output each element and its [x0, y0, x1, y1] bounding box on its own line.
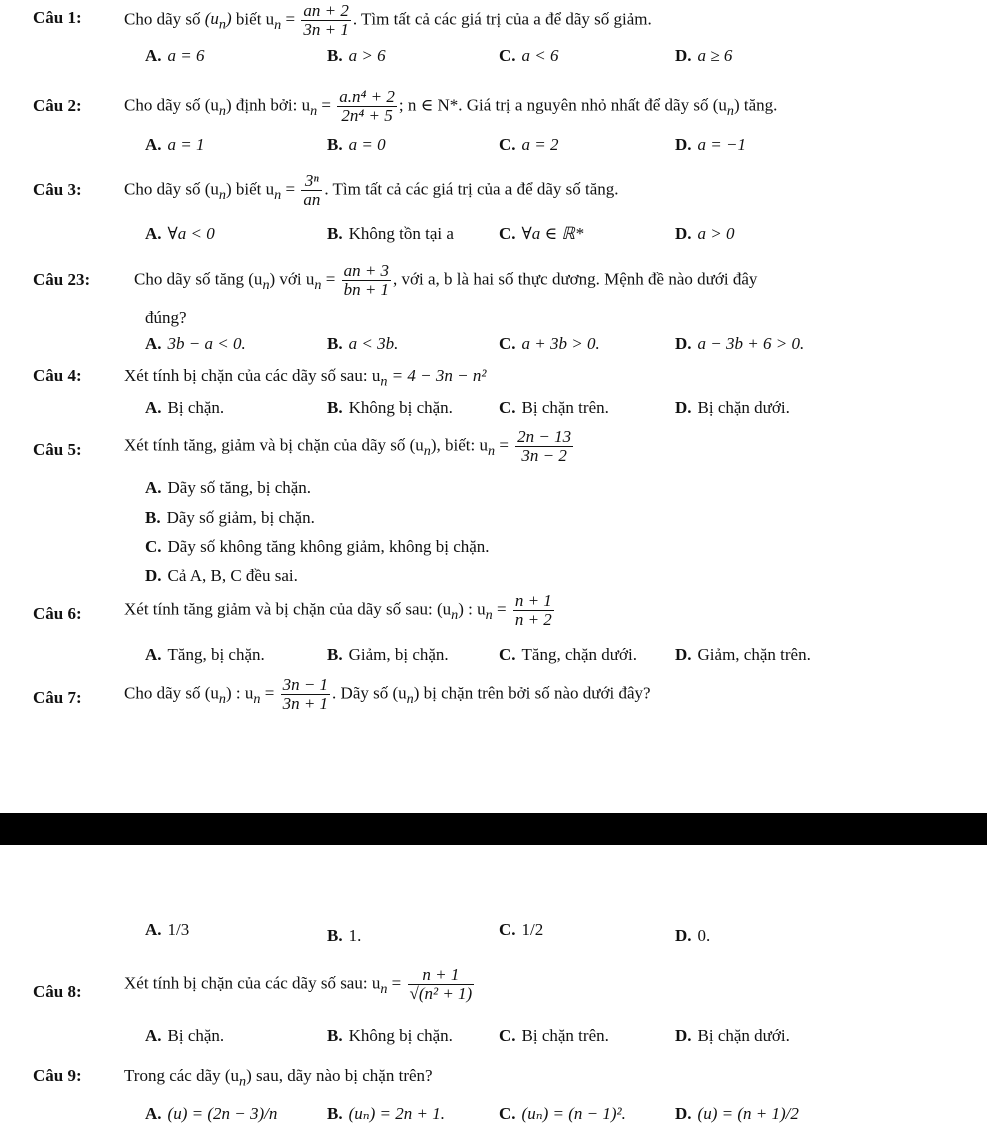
question-stem: Xét tính bị chặn của các dãy số sau: $u_n = 4 - 3n - n^2$	[124, 366, 487, 390]
option-d[interactable]: D. Cả A, B, C đều sai.	[145, 566, 298, 585]
option-b[interactable]: B. a > 6	[327, 46, 386, 65]
option-b[interactable]: B. (uₙ) = 2n + 1.	[327, 1104, 445, 1123]
question-stem: Cho dãy số $(u_n)$ : $u_n$ = $\frac{3n - 1}{3n + 1}$ . Dãy số $(u_n)$ bị chặn trên bởi số nào dưới đây?	[124, 675, 651, 713]
question-number: Câu 2:	[33, 96, 82, 115]
option-b[interactable]: B. Dãy số giảm, bị chặn.	[145, 508, 315, 527]
option-a[interactable]: A. a = 6	[145, 46, 205, 65]
option-c[interactable]: C. (uₙ) = (n − 1)².	[499, 1104, 626, 1123]
option-a[interactable]: A. Dãy số tăng, bị chặn.	[145, 478, 312, 497]
option-d[interactable]: D. 0.	[675, 926, 711, 945]
question-stem: Cho dãy số $(u_n)$ định bởi: $u_n$ = $\frac{\text{a.n⁴ + 2}}{\text{2n⁴ + 5}}$ ; n ∈ N*. Giá trị a nguyên nhỏ nhất để dãy số $(u_n)$ tăng.	[124, 87, 778, 125]
question-stem: Cho dãy số $(u_n)$ biết $u_n$ = $\frac{\text{3ⁿ}}{an}$ . Tìm tất cả các giá trị của a để dãy số tăng.	[124, 171, 619, 209]
question-stem: Xét tính tăng, giảm và bị chặn của dãy số $(u_n)$, biết: $u_n$ = $\frac{2n - 13}{3n - 2}$	[124, 427, 572, 465]
option-d[interactable]: D. Bị chặn dưới.	[675, 398, 790, 417]
option-a[interactable]: A. 1/3	[145, 920, 190, 939]
option-d[interactable]: D. a = −1	[675, 135, 746, 154]
question-number: Câu 9:	[33, 1066, 82, 1085]
question-number: Câu 6:	[33, 604, 82, 623]
option-b[interactable]: B. Giảm, bị chặn.	[327, 645, 449, 664]
option-d[interactable]: D. a − 3b + 6 > 0.	[675, 334, 805, 353]
question-number: Câu 1:	[33, 8, 82, 27]
scan-artifact-band	[0, 813, 987, 845]
question-number: Câu 7:	[33, 688, 82, 707]
option-d[interactable]: D. (u) = (n + 1)/2	[675, 1104, 799, 1123]
option-b[interactable]: B. Không bị chặn.	[327, 398, 453, 417]
option-a[interactable]: A. (u) = (2n − 3)/n	[145, 1104, 278, 1123]
option-b[interactable]: B. Không tồn tại a	[327, 224, 454, 243]
question-stem: Cho dãy số tăng $(u_n)$ với $u_n$ = $\frac{an + 3}{bn + 1}$ , với a, b là hai số thực dương. Mệnh đề nào dưới đây	[134, 261, 758, 299]
option-a[interactable]: A. Bị chặn.	[145, 1026, 225, 1045]
question-number: Câu 23:	[33, 270, 91, 289]
option-a[interactable]: A. Tăng, bị chặn.	[145, 645, 265, 664]
question-number: Câu 4:	[33, 366, 82, 385]
option-b[interactable]: B. a = 0	[327, 135, 386, 154]
option-c[interactable]: C. a = 2	[499, 135, 559, 154]
question-stem: Xét tính bị chặn của các dãy số sau: $u_n$ = $\frac{n + 1}{\text{√(n² + 1)}}$	[124, 965, 473, 1003]
option-c[interactable]: C. ∀a ∈ ℝ*	[499, 224, 584, 243]
option-b[interactable]: B. Không bị chặn.	[327, 1026, 453, 1045]
option-d[interactable]: D. Bị chặn dưới.	[675, 1026, 790, 1045]
option-c[interactable]: C. 1/2	[499, 920, 544, 939]
option-c[interactable]: C. Dãy số không tăng không giảm, không bị chặn.	[145, 537, 490, 556]
option-c[interactable]: C. a + 3b > 0.	[499, 334, 600, 353]
question-number: Câu 5:	[33, 440, 82, 459]
question-stem-cont: đúng?	[145, 308, 187, 327]
option-a[interactable]: A. Bị chặn.	[145, 398, 225, 417]
option-b[interactable]: B. 1.	[327, 926, 362, 945]
option-a[interactable]: A. a = 1	[145, 135, 205, 154]
question-stem: Xét tính tăng giảm và bị chặn của dãy số sau: $(u_n)$ : $u_n$ = $\frac{n + 1}{n + 2}$	[124, 591, 552, 629]
option-d[interactable]: D. a > 0	[675, 224, 735, 243]
option-c[interactable]: C. Bị chặn trên.	[499, 1026, 609, 1045]
option-d[interactable]: D. a ≥ 6	[675, 46, 733, 65]
option-d[interactable]: D. Giảm, chặn trên.	[675, 645, 811, 664]
option-a[interactable]: A. 3b − a < 0.	[145, 334, 246, 353]
question-stem: Trong các dãy $(u_n)$ sau, dãy nào bị chặn trên?	[124, 1066, 433, 1090]
question-stem: Cho dãy số $(u_n)$ biết $u_n$ = $\frac{an + 2}{3n + 1}$ . Tìm tất cả các giá trị của a để dãy số giảm.	[124, 1, 652, 39]
question-number: Câu 8:	[33, 982, 82, 1001]
option-a[interactable]: A. ∀a < 0	[145, 224, 215, 243]
option-c[interactable]: C. Tăng, chặn dưới.	[499, 645, 637, 664]
option-c[interactable]: C. a < 6	[499, 46, 559, 65]
question-number: Câu 3:	[33, 180, 82, 199]
option-b[interactable]: B. a < 3b.	[327, 334, 399, 353]
option-c[interactable]: C. Bị chặn trên.	[499, 398, 609, 417]
